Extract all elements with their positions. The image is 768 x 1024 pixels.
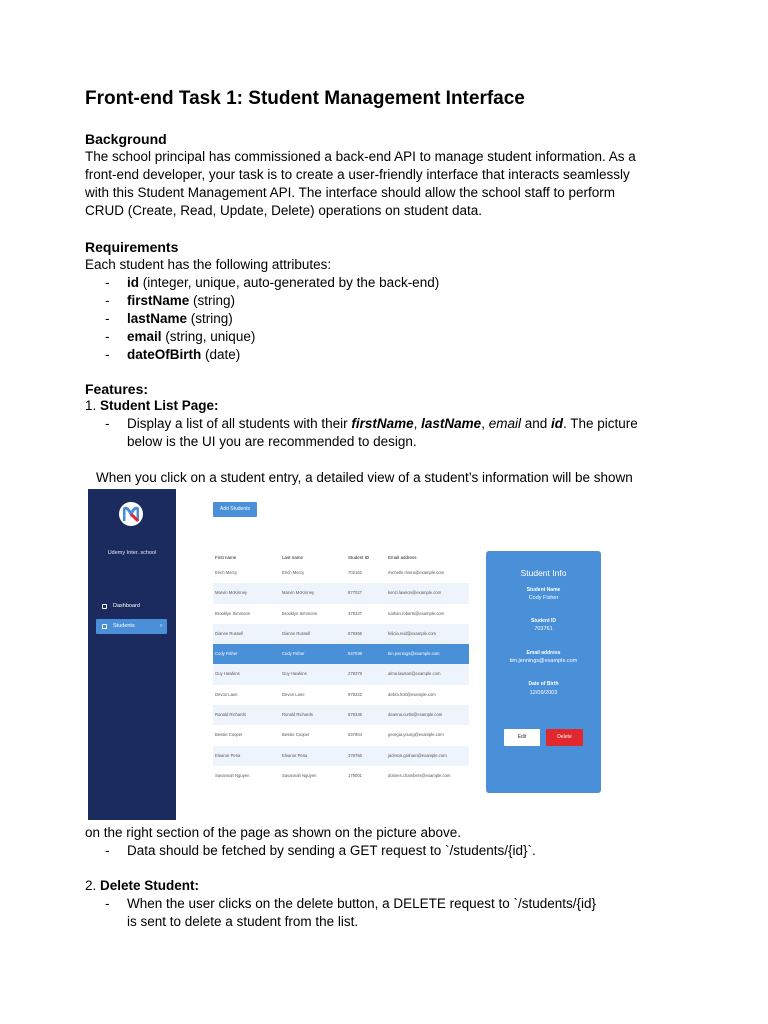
school-name: Udemy Inter. school [107, 550, 157, 556]
table-cell: tim.jennings@example.com [388, 651, 440, 657]
id-label: Student ID [531, 618, 556, 624]
features-heading: Features: [85, 381, 149, 397]
get-bullets [85, 842, 685, 860]
name-value: Cody Fisher [528, 595, 559, 601]
table-cell: 378766 [348, 752, 362, 758]
table-cell: Bessie Cooper [215, 732, 243, 738]
email-label: Email address [526, 650, 561, 656]
requirements-heading: Requirements [85, 239, 179, 255]
table-row[interactable] [213, 604, 469, 624]
name-label: Student Name [526, 587, 561, 593]
delete-button[interactable]: Delete [546, 729, 583, 746]
table-cell: Erich Mercy [215, 570, 238, 575]
background-section [85, 131, 645, 220]
list-item: - email (string, unique) [105, 329, 256, 344]
table-cell: Cody Fisher [215, 651, 238, 657]
column-header: First name [215, 555, 237, 560]
email-value: tim.jennings@example.com [509, 658, 578, 664]
ui-mockup [88, 489, 613, 820]
list-item: - lastName (string) [105, 311, 233, 326]
mockup-sidebar [88, 489, 176, 820]
table-cell: Guy Hawkins [282, 671, 307, 677]
table-cell: Savannah Nguyen [215, 772, 250, 778]
feature-1-bullets [85, 415, 645, 451]
table-cell: Devon Lane [215, 691, 238, 697]
list-item: - Data should be fetched by sending a GET request to `/students/{id}`. [105, 843, 536, 858]
table-cell: Ronald Richards [282, 712, 313, 718]
attribute-list [85, 274, 645, 364]
table-row[interactable] [213, 685, 469, 705]
table-row[interactable] [213, 725, 469, 745]
table-cell: Eleanor Pena [215, 752, 241, 758]
student-info-panel [486, 551, 601, 793]
click-note: When you click on a student entry, a detailed view of a student’s information will be shown [96, 470, 633, 485]
add-students-button[interactable]: Add Students [213, 502, 257, 517]
sidebar-item-label: Students [113, 623, 135, 629]
table-cell: georgia.young@example.com [388, 732, 444, 738]
table-cell: 978222 [348, 691, 362, 697]
table-cell: 278378 [348, 671, 362, 677]
dashboard-icon [102, 604, 107, 609]
table-cell: Cody Fisher [282, 651, 305, 657]
table-cell: Erich Mercy [282, 570, 305, 575]
sidebar-item-students[interactable] [96, 619, 167, 634]
table-cell: Dianne Russell [282, 630, 311, 636]
table-cell: michelle.rivera@example.com [388, 570, 445, 575]
edit-button[interactable]: Edit [504, 729, 540, 746]
table-cell: deanna.curtis@example.com [388, 712, 443, 718]
table-row[interactable] [213, 664, 469, 684]
chevron-right-icon: › [160, 623, 162, 629]
sidebar-item-label: Dashboard [113, 603, 140, 609]
table-row[interactable] [213, 746, 469, 766]
table-cell: 179001 [348, 772, 362, 778]
table-cell: 578336 [348, 712, 362, 718]
list-item: - dateOfBirth (date) [105, 347, 241, 362]
info-title: Student Info [520, 568, 567, 578]
table-cell: kenzi.lawson@example.com [388, 590, 442, 596]
students-table [213, 555, 469, 786]
background-heading: Background [85, 131, 167, 147]
table-cell: Ronald Richards [215, 712, 246, 718]
table-row[interactable] [213, 644, 469, 664]
table-row[interactable] [213, 705, 469, 725]
list-item: - When the user clicks on the delete button, a DELETE request to `/students/{id} is sent to delete a student from the list. [105, 896, 597, 929]
table-row[interactable] [213, 624, 469, 644]
table-cell: alma.lawson@example.com [388, 671, 441, 677]
table-cell: Savannah Nguyen [282, 772, 317, 778]
logo-icon [123, 505, 139, 523]
features-section [85, 381, 645, 451]
table-cell: Bessie Cooper [282, 732, 310, 738]
table-cell: Dianne Russell [215, 630, 244, 636]
students-icon [102, 624, 107, 629]
table-cell: jackson.graham@example.com [388, 752, 447, 758]
table-cell: Marvin McKinney [282, 590, 315, 596]
table-cell: felicia.reid@example.com [388, 630, 437, 636]
table-cell: Eleanor Pena [282, 752, 308, 758]
list-item: - firstName (string) [105, 293, 236, 308]
table-cell: nathan.roberts@example.com [388, 610, 445, 616]
dob-value: 12/09/2003 [529, 690, 558, 696]
table-cell: Brooklyn Simmons [282, 610, 317, 616]
column-header: Email address [388, 555, 417, 560]
table-cell: 878366 [348, 630, 362, 636]
table-row[interactable] [213, 583, 469, 603]
list-item: - Display a list of all students with their firstName, lastName, email and id. The picture below is the UI you are recommended to design. [105, 416, 638, 449]
table-row[interactable] [213, 563, 469, 583]
table-cell: 537804 [348, 732, 362, 738]
table-cell: Guy Hawkins [215, 671, 240, 677]
sidebar-item-dashboard[interactable] [96, 599, 167, 614]
id-value: 703761 [534, 626, 553, 632]
dob-label: Date of Birth [528, 681, 559, 687]
feature-2-bullets [85, 895, 605, 931]
table-header [213, 555, 469, 563]
table-row[interactable] [213, 766, 469, 786]
requirements-section [85, 239, 645, 364]
requirements-intro: Each student has the following attributes: [85, 257, 332, 272]
column-header: Last name [282, 555, 304, 560]
table-cell: 877027 [348, 590, 362, 596]
table-cell: debra.holt@example.com [388, 691, 436, 697]
page-title: Front-end Task 1: Student Management Interface [85, 88, 525, 109]
table-cell: 547036 [348, 651, 362, 657]
feature-item-2-section [85, 877, 645, 931]
column-header: Student ID [348, 555, 370, 560]
table-cell: Devon Lane [282, 691, 305, 697]
after-note: on the right section of the page as shown on the picture above. [85, 825, 462, 840]
feature-item-2: 2. Delete Student: [85, 878, 200, 893]
table-cell: 378337 [348, 610, 362, 616]
feature-item-1: 1. Student List Page: [85, 398, 219, 413]
school-logo [119, 502, 143, 526]
list-item: - id (integer, unique, auto-generated by the back-end) [105, 275, 440, 290]
background-text: The school principal has commissioned a back-end API to manage student information. As a front-end developer, your task is to create a user-friendly interface that interacts seamlessly with this Student Management API. The interface should allow the school staff to perform CRUD (Create, Read, Update, Delete) operations on student data. [85, 149, 636, 218]
table-cell: 702162 [348, 570, 362, 575]
table-cell: Brooklyn Simmons [215, 610, 250, 616]
table-cell: Marvin McKinney [215, 590, 248, 596]
table-cell: dolores.chambers@example.com [388, 772, 451, 778]
